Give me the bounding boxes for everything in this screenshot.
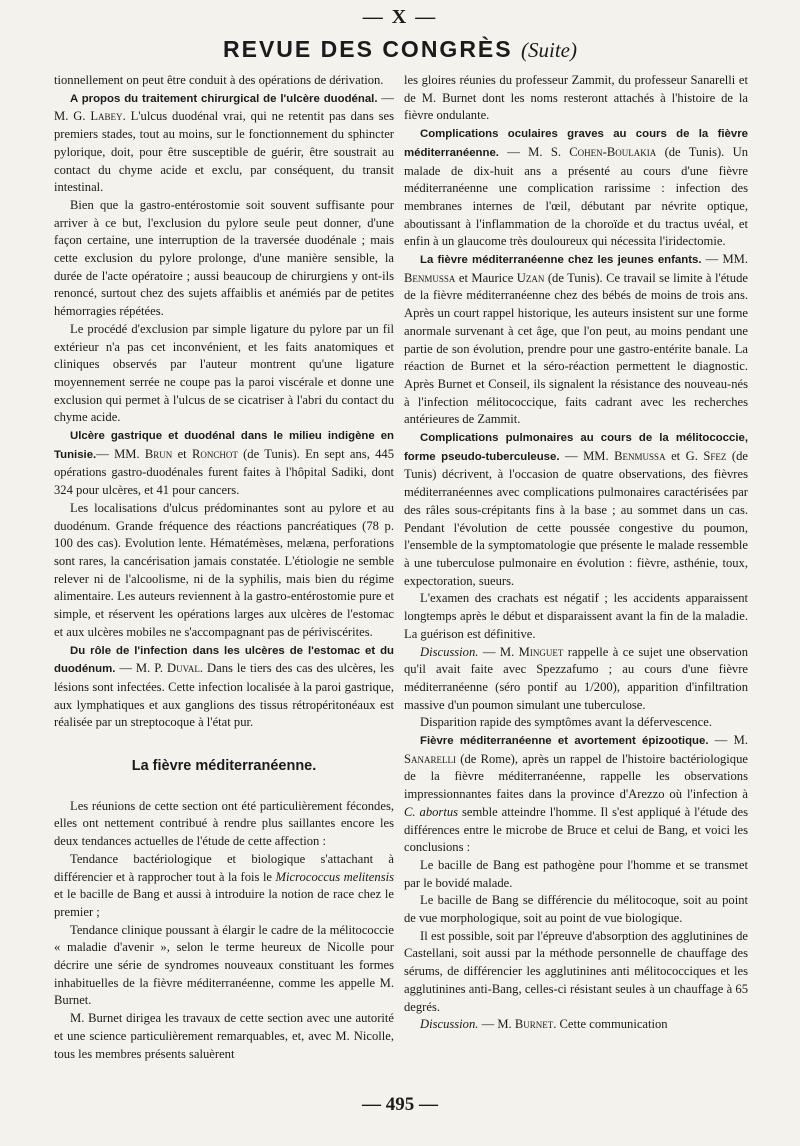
dash: — MM. [96, 446, 145, 461]
dash: — MM. [701, 252, 748, 267]
paragraph: Bien que la gastro-entérostomie soit souvent suffisante pour arriver à ce but, l'exclusion du pylore seule peut donner, d'une façon certaine, une interruption de la traversée duodénale ; mais cette exclusion du pylore prolonge, d'une manière sensible, la durée de l'acte opératoire ; aussi beaucoup de chirurgiens y ont-ils renoncé, surtout chez des sujets affaiblis et anémiés par de petites hémorragies répétées. [54, 197, 394, 319]
dash: — M. P. [115, 661, 167, 676]
paragraph: les gloires réunies du professeur Zammit, du professeur Sanarelli et de M. Burnet dont les noms resteront attachés à l'histoire de la fièvre ondulante. [404, 73, 748, 123]
author: Burnet [514, 1017, 554, 1032]
author: Benmussa [614, 448, 666, 463]
article-infection-ulceres [54, 642, 394, 733]
paragraph: tionnellement on peut être conduit à des opérations de dérivation. [54, 73, 384, 87]
dash: — M. [478, 644, 519, 659]
article-ulcere-tunisie [54, 427, 394, 500]
article-title: Fièvre méditerranéenne et avortement épizootique. [420, 735, 709, 748]
species-name: C. abortus [404, 804, 459, 819]
author: Uzan [516, 270, 545, 285]
text: et le bacille de Bang et aussi à introduire la notion de race chez le premier ; [54, 887, 394, 919]
page-number: — 495 — [362, 1094, 438, 1115]
article-jeunes-enfants [404, 251, 748, 429]
discussion-text: . Cette communication [553, 1017, 668, 1032]
paragraph: L'examen des crachats est négatif ; les accidents apparaissent longtemps après le début et disparaissent avant la fin de la maladie. La guérison est définitive. [404, 591, 748, 641]
text: Tendance bactériologique et biologique s'attachant à différencier et à rapprocher tout à la fois le [54, 851, 394, 884]
article-title: Complications oculaires graves au cours de la fièvre méditerranéenne. [404, 128, 748, 159]
article-complications-oculaires [404, 125, 748, 251]
article-title: A propos du traitement chirurgical de l'ulcère duodénal. [70, 92, 378, 105]
paragraph: Le bacille de Bang est pathogène pour l'homme et se transmet par le bovidé malade. [404, 857, 748, 890]
article-avortement-epizootique [404, 732, 748, 857]
paragraph [54, 851, 394, 922]
folio: — X — [362, 6, 438, 28]
paragraph: Le procédé d'exclusion par simple ligature du pylore par un fil extérieur n'a pas cet inconvénient, et les faits anatomiques et cliniques observés par l'auteur montrent qu'une ligature moyennement serrée ne coupe pas la paroi viscérale et donne une exclusion qui permet à l'ulcus de se cicatriser à l'abri du contact du chyme acide. [54, 321, 394, 425]
header-suite: (Suite) [521, 38, 577, 62]
article-ulcere-duodenal [54, 90, 394, 197]
author: Sfez [703, 448, 727, 463]
dash: — M. [478, 1017, 515, 1032]
running-header [0, 36, 800, 63]
right-column [404, 72, 748, 1034]
discussion-label: Discussion. [420, 644, 479, 659]
author: Duval [166, 661, 200, 676]
section-title: La fièvre méditerranéenne. [131, 758, 317, 775]
paragraph: Les réunions de cette section ont été particulièrement fécondes, elles ont nettement contribué à rendre plus saillantes encore les deux tendances actuelles de l'étude de cette affection : [54, 798, 394, 849]
article-title: Du rôle de l'infection dans les ulcères de l'estomac et du duodénum. [54, 644, 394, 676]
paragraph: M. Burnet dirigea les travaux de cette section avec une autorité et une science particulièrement remarquables, et, avec M. Nicolle, tous les membres présents saluèrent [54, 1011, 394, 1061]
article-text: (de Tunis) décrivent, à l'occasion de quatre observations, des fièvres méditerranéennes avec complications pulmonaires caractérisées par des râles sous-crépitants fins à la base ; au sommet dans un cas. Pendant l'évolution de cette poussée congestive du poumon, l'ensemble de la symptomatologie que présente le malade ressemble à une tuberculose pulmonaire en évolution : fièvre, asthénie, toux, expectoration, sueurs. [404, 448, 748, 588]
article-text: (de Rome), après un rappel de l'histoire bactériologique de la fièvre méditerranéenne, rappelle les observations impressionnantes faites dans la province d'Arezzo où l'infection à [404, 751, 748, 802]
paragraph: Disparition rapide des symptômes avant la défervescence. [420, 715, 712, 730]
discussion-text: rappelle à ce sujet une observation qu'il avait faite avec Spezzafumo ; au cours d'une fièvre méditerranéenne (séro pontif au 1/200), apparition d'infiltration massive d'un poumon simulant une tuberculose. [404, 644, 748, 712]
author: Brun [144, 446, 173, 461]
discussion-label: Discussion. [420, 1017, 479, 1032]
article-text: . L'ulcus duodénal vrai, qui ne retentit pas dans ses premiers stades, tout au moins, sur le fonctionnement du sphincter pylorique, doit, pour être susceptible de guérir, être soustrait au contact du chyme acide et exclu, par conséquent, du transit intestinal. [54, 109, 394, 195]
article-complications-pulmonaires [404, 429, 748, 590]
conjunction: et G. [665, 448, 704, 463]
dash: — M. G. [54, 90, 394, 124]
author: Sanarelli [404, 751, 456, 766]
article-title: Ulcère gastrique et duodénal dans le milieu indigène en Tunisie. [54, 430, 394, 461]
paragraph: Il est possible, soit par l'épreuve d'absorption des agglutinines de Castellani, soit aussi par la méthode personnelle de chauffage des sérums, de différencier les agglutinines anti mélitococciques et les agglutinines anti-Bang, celles-ci résistant seules à un chauffage à 65 degrés. [404, 928, 748, 1014]
discussion [404, 1016, 748, 1034]
conjunction: et Maurice [455, 270, 517, 285]
species-name: Micrococcus melitensis [275, 869, 394, 884]
conjunction: et [172, 446, 192, 461]
paragraph: Le bacille de Bang se différencie du mélitocoque, soit au point de vue morphologique, soit au point de vue biologique. [404, 893, 748, 926]
article-title: La fièvre méditerranéenne chez les jeunes enfants. [420, 254, 702, 267]
dash: — M. S. [498, 144, 570, 159]
left-column [54, 72, 394, 1063]
paragraph: Tendance clinique poussant à élargir le cadre de la mélitococcie « maladie d'avenir », selon le terme heureux de Nicolle pour décrire une série de syndromes nouveaux constituant les formes inhabituelles de la fièvre méditerranéenne, comme les appelle M. Burnet. [54, 922, 394, 1008]
author: Ronchot [191, 446, 238, 461]
article-text: semble atteindre l'homme. Il s'est appliqué à l'étude des différences entre le microbe de Bruce et celui de Bang, et voici les conclusions : [404, 804, 748, 855]
author: Benmussa [404, 270, 456, 285]
article-text: (de Tunis). Un malade de dix-huit ans a présenté au cours d'une fièvre méditerranéenne une complication rarissime : infection des membranes internes de l'œil, débutant par névrite optique, aboutissant à l'inflammation de la choroïde et du tractus uvéal, et enfin à un glaucome très douloureux qui nécessita l'iridectomie. [404, 144, 749, 249]
article-title: Complications pulmonaires au cours de la mélitococcie, forme pseudo-tuberculeuse. [404, 432, 748, 463]
author: Cohen-Boulakia [569, 144, 657, 159]
author: Labey [90, 109, 123, 124]
article-text: (de Tunis). En sept ans, 445 opérations gastro-duodénales furent faites à l'hôpital Sadiki, dont 324 pour ulcères, et 41 pour cancers. [54, 446, 395, 498]
article-text: . Dans le tiers des cas des ulcères, les lésions sont infectées. Cette infection localisée à la paroi gastrique, aux lymphatiques et aux ganglions des tissus rétropéritonéaux est réalisée par un streptocoque à l'état pur. [54, 661, 394, 730]
dash: — M. [708, 733, 748, 748]
paragraph: Les localisations d'ulcus prédominantes sont au pylore et au duodénum. Grande fréquence des réactions pancréatiques (78 p. 100 des cas). Evolution lente. Hématémèses, melæna, perforations sont rares, la cancérisation jamais constatée. L'étiologie ne semble relever ni de l'alcoolisme, ni de la syphilis, mais bien du régime alimentaire. Les auteurs reviennent à la gastro-entérostomie pure et simple, et réservent les opérations larges aux ulcères de l'estomac et aux ulcères mobiles ne s'accompagnant pas de périviscérites. [54, 500, 394, 639]
header-title: REVUE DES CONGRÈS [223, 36, 513, 62]
article-text: (de Tunis). Ce travail se limite à l'étude de la fièvre méditerranéenne chez des bébés de moins de trois ans. Après un court rappel historique, les auteurs insistent sur une forme anormale survenant à cet âge, que l'on peut, au moins pendant une partie de son évolution, prendre pour une gastro-entérite banale. La réaction de Burnet et la séro-réaction permettent le diagnostic. Après Burnet et Conseil, ils signalent la résistance des nouveau-nés à l'infection mélitococcique, faits cadrant avec les recherches antérieures de Zammit. [404, 270, 748, 427]
author: Minguet [518, 644, 564, 659]
discussion [404, 644, 748, 715]
dash: — MM. [559, 448, 615, 463]
